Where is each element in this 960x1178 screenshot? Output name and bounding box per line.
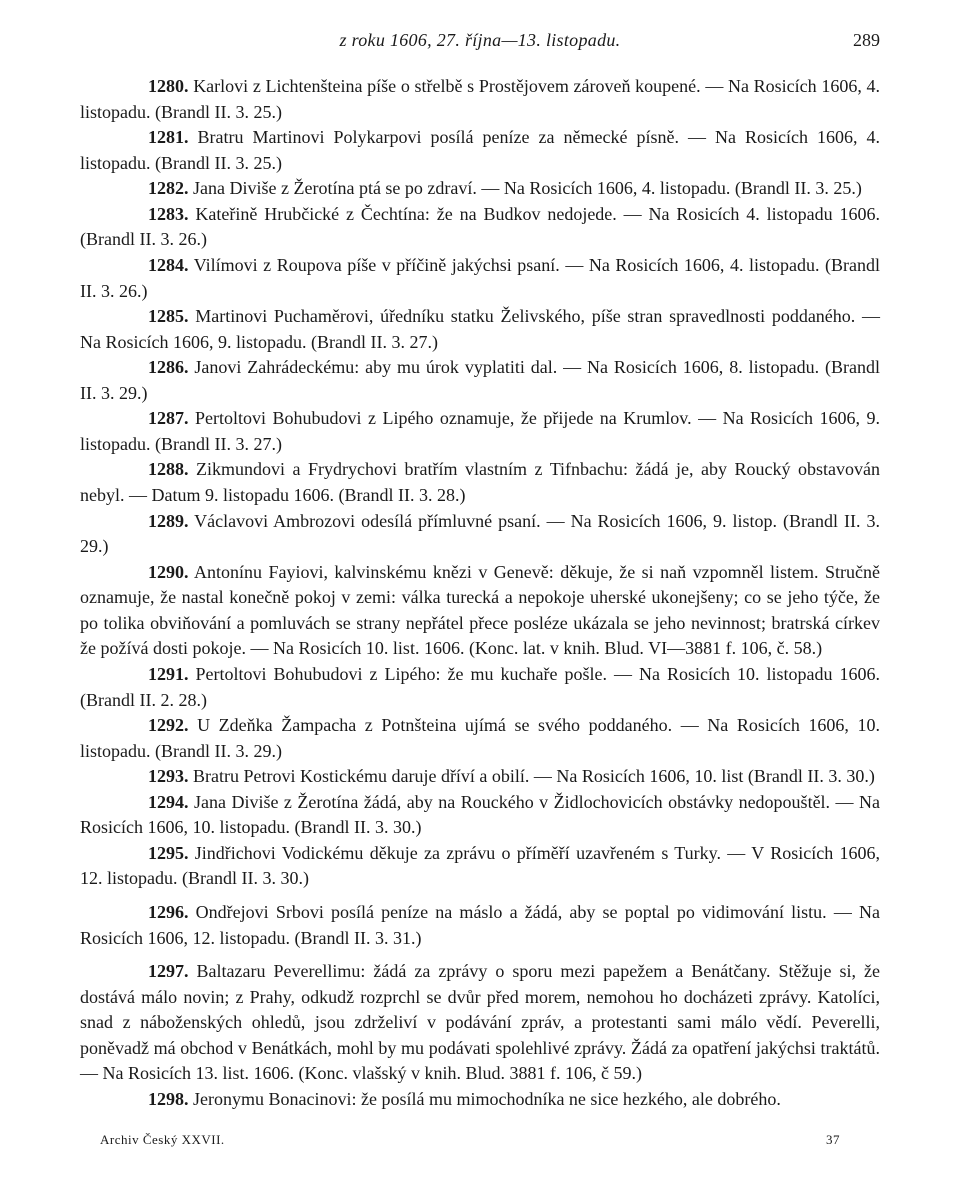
page-footer [80, 1132, 880, 1156]
sheet-number: 37 [826, 1132, 840, 1147]
entry-number: 1293. [148, 766, 189, 787]
running-title: z roku 1606, 27. října—13. listopadu. [339, 30, 621, 50]
entry-text: Bratru Petrovi Kostickému daruje dříví a obilí. — Na Rosicích 1606, 10. list (Brandl II. 3. 30.) [193, 766, 875, 787]
entry-text: Karlovi z Lichtenšteina píše o střelbě s Prostějovem zároveň koupené. — Na Rosicích 1606, 4. listopadu. (Brandl II. 3. 25.) [80, 76, 881, 122]
entry [80, 560, 880, 662]
entry-text: Kateřině Hrubčické z Čechtína: že na Budkov nedojede. — Na Rosicích 4. listopadu 1606. (Brandl II. 3. 26.) [80, 203, 881, 250]
entry [80, 304, 880, 355]
volume-signature: Archiv Český XXVII. [100, 1132, 225, 1147]
entry-number: 1298. [148, 1088, 189, 1109]
entry-text: Zikmundovi a Frydrychovi bratřím vlastním z Tifnbachu: žádá je, aby Roucký obstavován nebyl. — Datum 9. listopadu 1606. (Brandl II. 3. 28.) [80, 459, 880, 505]
entry-text: Antonínu Fayiovi, kalvinskému knězi v Genevě: děkuje, že si naň vzpomněl listem. Stručně oznamuje, že nastal konečně pokoj v zemi: válka turecká a nepokoje uherské ukonejšeny; co se jeho týče, že po tolika obviňování a pomluvách se strany nepřátel přece posléze ukázala se jeho nevinnost; bratrská církev že požívá dosti pokoje. — Na Rosicích 10. list. 1606. (Konc. lat. v knih. Blud. VI—3881 f. 106, č. 58.) [80, 561, 880, 659]
entry-number: 1292. [148, 715, 189, 736]
running-header [80, 30, 880, 58]
entry-text: Jana Diviše z Žerotína ptá se po zdraví. — Na Rosicích 1606, 4. listopadu. (Brandl II. 3. 25.) [193, 178, 862, 199]
entry-number: 1284. [148, 254, 189, 275]
entry-number: 1285. [148, 306, 189, 327]
entry [80, 509, 880, 560]
entry-number: 1296. [148, 902, 189, 922]
entry [80, 1087, 880, 1113]
entry-text: Janovi Zahrádeckému: aby mu úrok vyplatiti dal. — Na Rosicích 1606, 8. listopadu. (Brandl II. 3. 29.) [80, 357, 880, 403]
entry [80, 662, 880, 713]
entry-number: 1280. [148, 76, 189, 96]
entry-number: 1294. [148, 791, 189, 812]
entry [80, 457, 880, 508]
entry-number: 1297. [148, 961, 189, 982]
entry [80, 406, 880, 457]
entry [80, 841, 880, 892]
entry-text: Jindřichovi Vodickému děkuje za zprávu o příměří uzavřeném s Turky. — V Rosicích 1606, 12. listopadu. (Brandl II. 3. 30.) [80, 842, 880, 889]
entry-text: Václavovi Ambrozovi odesílá přímluvné psaní. — Na Rosicích 1606, 9. listop. (Brandl II. 3. 29.) [80, 510, 880, 557]
entry-number: 1291. [148, 663, 189, 684]
entry-text: Pertoltovi Bohubudovi z Lipého: že mu kuchaře pošle. — Na Rosicích 10. listopadu 1606. (Brandl II. 2. 28.) [80, 663, 880, 710]
entry-number: 1295. [148, 842, 189, 863]
entry-text: Jana Diviše z Žerotína žádá, aby na Rouckého v Židlochovicích obstávky nedopouštěl. — Na Rosicích 1606, 10. listopadu. (Brandl II. 3. 30.) [80, 791, 880, 838]
entry-text: Bratru Martinovi Polykarpovi posílá peníze za německé písně. — Na Rosicích 1606, 4. listopadu. (Brandl II. 3. 25.) [80, 127, 880, 173]
entry-text: Baltazaru Peverellimu: žádá za zprávy o sporu mezi papežem a Benátčany. Stěžuje si, že dostává málo novin; z Prahy, odkudž rozprchl se dvůr před morem, nemohou ho docházeti zprávy. Katolíci, snad z náboženských ohledů, jsou zdrželiví v podávání zpráv, a protestanti sami málo vědí. Peverelli, poněvadž má obchod v Benátkách, mohl by mu podávati spolehlivé zprávy. Žádá za opatření jakýchsi traktátů. — Na Rosicích 13. list. 1606. (Konc. vlašský v knih. Blud. 3881 f. 106, č 59.) [80, 961, 880, 1084]
entry [80, 790, 880, 841]
entry [80, 959, 880, 1087]
entries-list [80, 74, 880, 1113]
entry [80, 74, 880, 125]
entry-number: 1287. [148, 408, 189, 429]
entry [80, 176, 880, 202]
entry [80, 253, 880, 304]
entry [80, 764, 880, 790]
entry [80, 355, 880, 406]
entry-number: 1290. [148, 561, 189, 582]
entry-text: Jeronymu Bonacinovi: že posílá mu mimochodníka ne sice hezkého, ale dobrého. [193, 1088, 781, 1109]
entry [80, 202, 880, 253]
entry-number: 1281. [148, 127, 189, 148]
entry-text: U Zdeňka Žampacha z Potnšteina ujímá se svého poddaného. — Na Rosicích 1606, 10. listopadu. (Brandl II. 3. 29.) [80, 715, 881, 761]
entry [80, 125, 880, 176]
entry-text: Ondřejovi Srbovi posílá peníze na máslo a žádá, aby se poptal po vidimování listu. — Na Rosicích 1606, 12. listopadu. (Brandl II. 3. 31.) [80, 902, 880, 948]
entry-text: Pertoltovi Bohubudovi z Lipého oznamuje, že přijede na Krumlov. — Na Rosicích 1606, 9. listopadu. (Brandl II. 3. 27.) [80, 408, 881, 454]
entry-number: 1289. [148, 510, 189, 531]
entry-text: Vilímovi z Roupova píše v příčině jakýchsi psaní. — Na Rosicích 1606, 4. listopadu. (Brandl II. 3. 26.) [80, 254, 880, 301]
page-number: 289 [853, 30, 880, 50]
entry-number: 1282. [148, 178, 189, 199]
entry-number: 1288. [148, 459, 189, 480]
entry [80, 713, 880, 764]
entry [80, 900, 880, 951]
entry-number: 1283. [148, 203, 189, 224]
entry-text: Martinovi Puchaměrovi, úředníku statku Želivského, píše stran spravedlnosti poddaného. — Na Rosicích 1606, 9. listopadu. (Brandl II. 3. 27.) [80, 306, 881, 352]
entry-number: 1286. [148, 357, 189, 378]
